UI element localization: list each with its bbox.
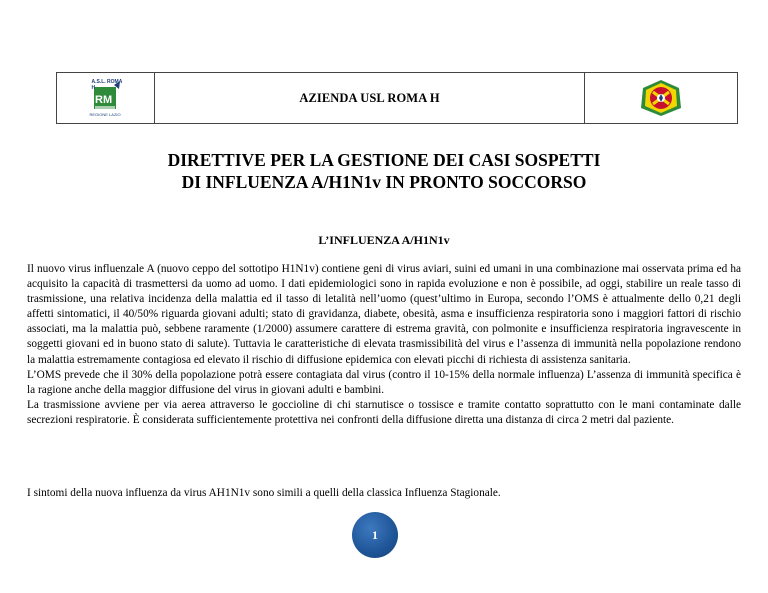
title-line-2: DI INFLUENZA A/H1N1v IN PRONTO SOCCORSO: [181, 172, 587, 192]
document-title: [0, 149, 768, 193]
paragraph: La trasmissione avviene per via aerea attraverso le goccioline di chi starnutisce o tossisce e tramite contatto soprattutto con le mani contaminate dalle secrezioni respiratorie. È considerata sufficientemente protettiva nei confronti della diffusione diretta una distanza di circa 2 metri dal paziente.: [27, 398, 741, 426]
header-title-cell: [155, 73, 585, 123]
header-table: [56, 72, 738, 124]
header-logo-cell: [57, 73, 155, 123]
asl-logo-top-text: A.S.L. ROMA H: [91, 79, 123, 91]
section-title: L’INFLUENZA A/H1N1v: [318, 233, 450, 247]
asl-roma-h-logo: [86, 79, 126, 117]
paragraph: Il nuovo virus influenzale A (nuovo ceppo del sottotipo H1N1v) contiene geni di virus aviari, suini ed umani in una combinazione mai osservata prima ed ha acquisito la capacità di trasmettersi da uomo ad uomo. I dati epidemiologici sono in rapida evoluzione e non è possibile, ad oggi, stabilire un reale tasso di trasmissione, una relativa incidenza della malattia ed il tasso di letalità nell’uomo (quest’ultimo in Europa, secondo l’OMS è attualmente dello 0,21 degli affetti sintomatici, il 40/50% riguarda giovani adulti; stato di gravidanza, diabete, obesità, asma e insufficienza respiratoria sono i maggiori fattori di rischio associati, ma la malattia può, sebbene raramente (1/2000) assumere carattere di estrema gravità, con polmonite e insufficienza respiratoria ingravescente in soggetti giovani ed in buono stato di salute). Tuttavia le caratteristiche di elevata trasmissibilità del virus e l’assenza di immunità nella popolazione rendono la malattia estremamente contagiosa ed elevato il rischio di diffusione epidemica con elevati picchi di richiesta di assistenza sanitaria.: [27, 263, 741, 366]
page-number-badge: 1: [352, 512, 398, 558]
body-text: [27, 262, 741, 428]
svg-text:RM: RM: [94, 94, 112, 106]
regione-lazio-emblem-icon: [639, 78, 683, 118]
header-emblem-cell: [585, 73, 737, 123]
paragraph: L’OMS prevede che il 30% della popolazione potrà essere contagiata dal virus (contro il 10-15% della normale influenza) L’assenza di immunità specifica è la ragione anche della maggior diffusione del virus in giovani adulti e bambini.: [27, 368, 741, 396]
org-name: AZIENDA USL ROMA H: [299, 90, 440, 105]
asl-logo-bottom-text: REGIONE LAZIO: [89, 112, 121, 117]
title-line-1: DIRETTIVE PER LA GESTIONE DEI CASI SOSPETTI: [167, 150, 601, 170]
closing-sentence: I sintomi della nuova influenza da virus AH1N1v sono simili a quelli della classica Influenza Stagionale.: [27, 487, 501, 499]
